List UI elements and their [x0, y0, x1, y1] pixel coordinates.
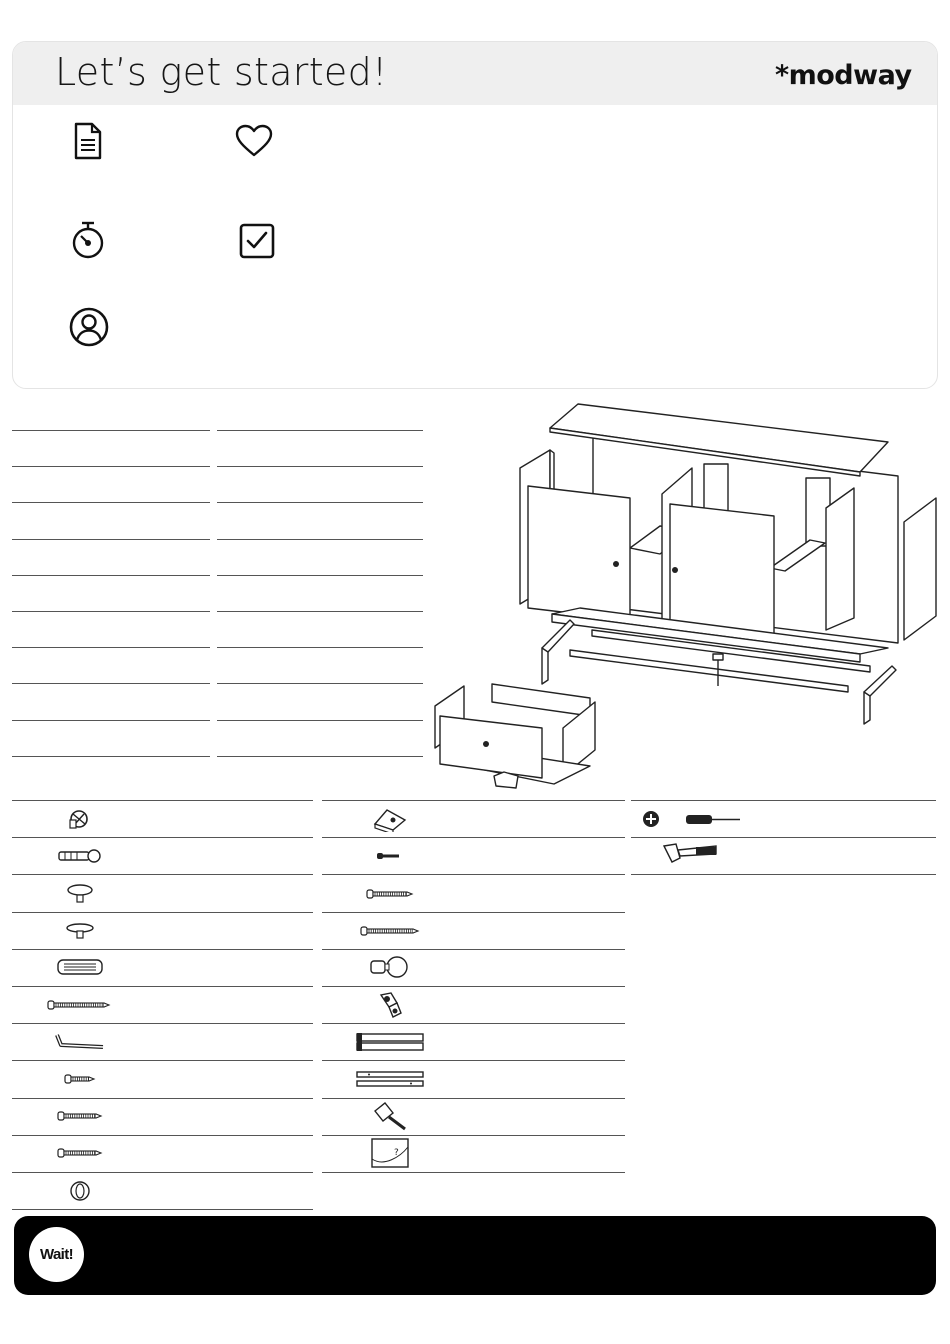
hardware-row-divider: [12, 837, 313, 838]
drawer-slide-icon: [355, 1031, 425, 1053]
parts-list-line: [12, 720, 210, 721]
hardware-row-divider: [12, 1172, 313, 1173]
hardware-row-divider: [12, 874, 313, 875]
phillips-screwdriver-icon: [642, 810, 742, 828]
parts-list-line: [217, 575, 423, 576]
parts-list-line: [217, 611, 423, 612]
parts-list-line: [12, 756, 210, 757]
parts-list-line: [12, 466, 210, 467]
drawer-slide-rail-icon: [355, 1070, 425, 1088]
parts-list-line: [217, 539, 423, 540]
machine-screw-icon: [366, 885, 414, 901]
brand-logo: *modway: [775, 60, 912, 91]
small-screw-icon: [376, 850, 404, 862]
hardware-row-divider: [631, 800, 936, 801]
hinge-icon: [375, 991, 405, 1019]
long-machine-screw-icon: [360, 922, 420, 938]
instruction-card-icon: [370, 1137, 410, 1169]
user-icon: [69, 307, 109, 347]
parts-list-line: [12, 430, 210, 431]
wait-badge-label: Wait!: [39, 1246, 74, 1263]
intro-card: [12, 41, 938, 389]
wooden-dowel-icon: [56, 957, 104, 977]
hardware-row-divider: [12, 1209, 313, 1210]
door-knob-icon: [369, 953, 411, 981]
parts-list-line: [12, 611, 210, 612]
hardware-row-divider: [12, 800, 313, 801]
wait-badge: [29, 1227, 84, 1282]
hardware-row-divider: [12, 1023, 313, 1024]
hardware-row-divider: [12, 912, 313, 913]
hardware-row-divider: [322, 912, 625, 913]
corner-bracket-icon: [371, 806, 409, 832]
parts-list-line: [217, 683, 423, 684]
hardware-row-divider: [12, 1098, 313, 1099]
parts-list-line: [217, 502, 423, 503]
parts-list-line: [12, 647, 210, 648]
heart-icon: [235, 124, 273, 158]
cam-bolt-icon: [57, 848, 103, 864]
hardware-row-divider: [322, 1023, 625, 1024]
wait-banner: [14, 1216, 936, 1295]
parts-list-line: [217, 430, 423, 431]
hardware-row-divider: [322, 874, 625, 875]
hardware-row-divider: [12, 986, 313, 987]
hardware-row-divider: [12, 949, 313, 950]
exploded-sideboard-diagram: [430, 398, 950, 790]
cam-lock-icon: [67, 808, 93, 830]
short-screw-icon: [64, 1070, 96, 1088]
long-wood-screw-icon: [47, 996, 113, 1014]
hardware-row-divider: [322, 1098, 625, 1099]
hammer-icon: [660, 842, 720, 870]
parts-list-line: [217, 720, 423, 721]
medium-screw-icon: [57, 1144, 103, 1162]
document-icon: [73, 122, 103, 160]
page-title: Let’s get started!: [55, 50, 388, 94]
medium-screw-icon: [57, 1107, 103, 1125]
hardware-row-divider: [12, 1060, 313, 1061]
hardware-row-divider: [631, 837, 936, 838]
shelf-support-icon: [64, 921, 96, 939]
hardware-row-divider: [322, 1135, 625, 1136]
parts-list-line: [12, 502, 210, 503]
svg-text:?: ?: [394, 1148, 399, 1159]
checkbox-icon: [239, 223, 275, 259]
cap-nut-icon: [68, 1180, 92, 1202]
hardware-row-divider: [322, 800, 625, 801]
hardware-row-divider: [322, 949, 625, 950]
parts-list-line: [217, 466, 423, 467]
parts-list-line: [217, 647, 423, 648]
parts-list-line: [217, 756, 423, 757]
parts-list-line: [12, 575, 210, 576]
hardware-row-divider: [322, 1172, 625, 1173]
allen-key-icon: [53, 1033, 107, 1051]
hardware-row-divider: [12, 1135, 313, 1136]
shelf-pin-cap-icon: [65, 883, 95, 903]
parts-list-line: [12, 539, 210, 540]
anti-tip-kit-icon: [371, 1101, 409, 1131]
stopwatch-icon: [71, 220, 105, 260]
hardware-row-divider: [322, 986, 625, 987]
hardware-row-divider: [631, 874, 936, 875]
hardware-row-divider: [322, 1060, 625, 1061]
hardware-row-divider: [322, 837, 625, 838]
parts-list-line: [12, 683, 210, 684]
